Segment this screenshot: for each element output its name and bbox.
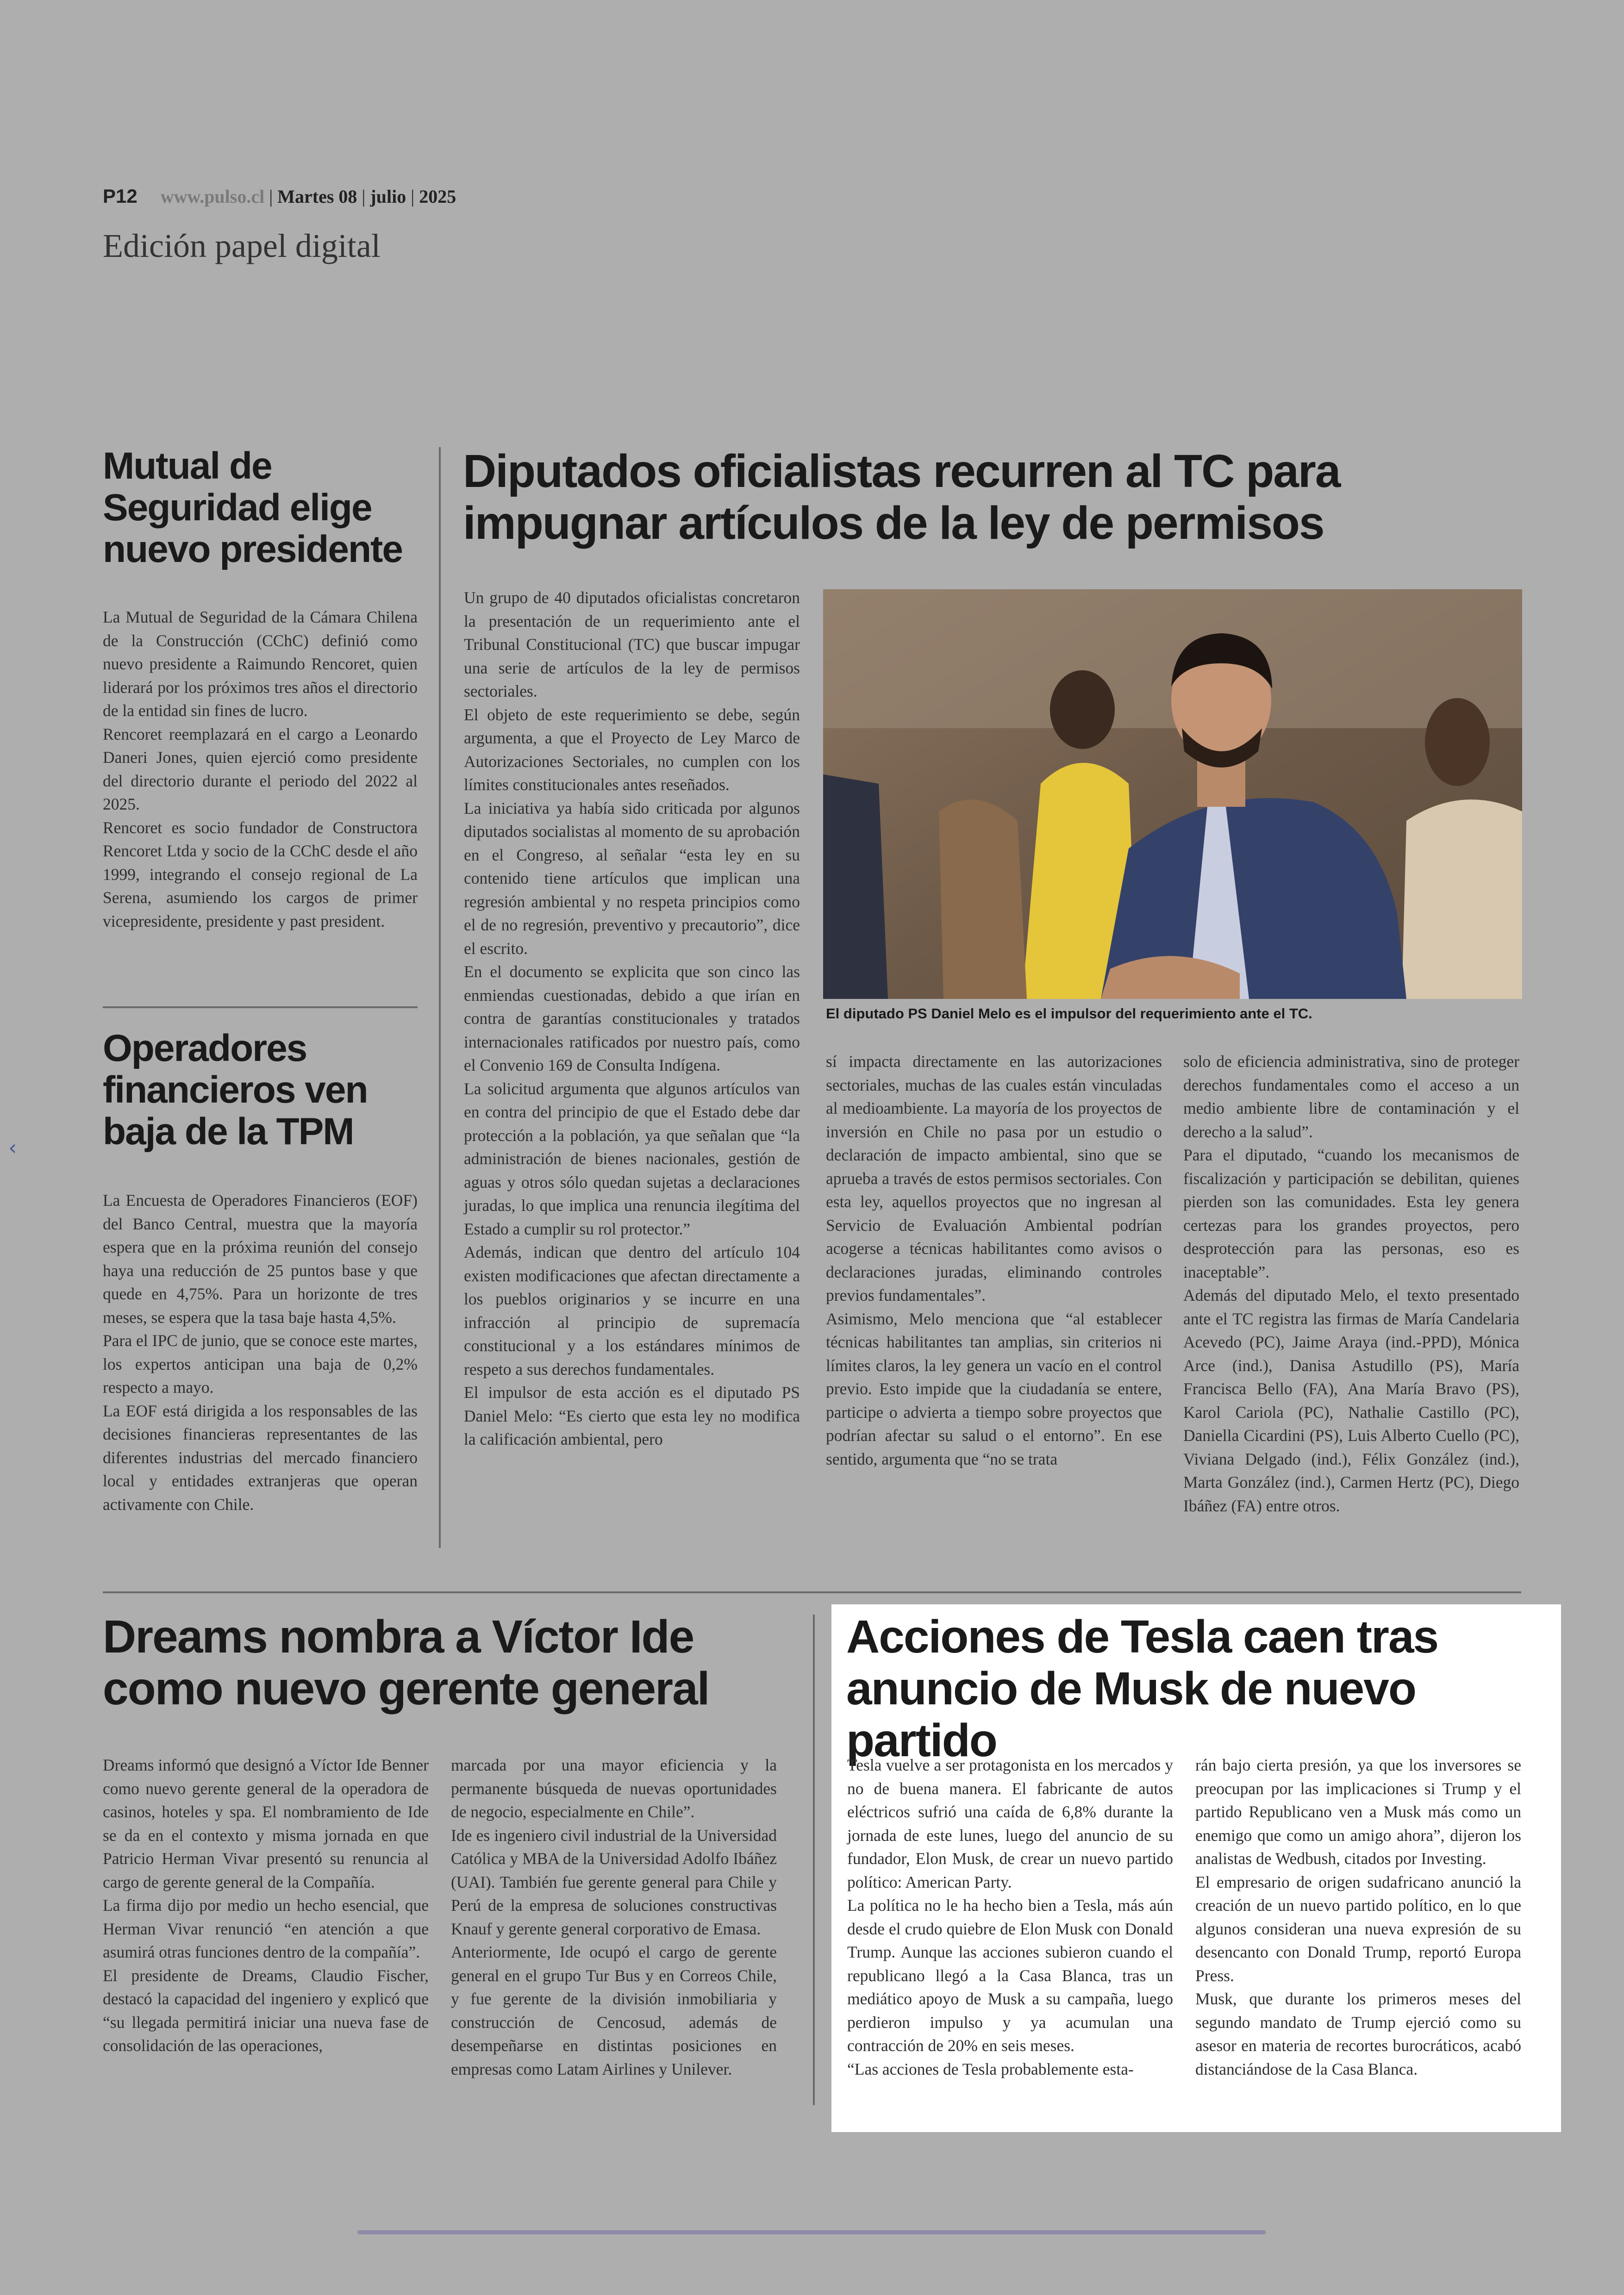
paragraph: El objeto de este requerimiento se debe, según argumenta, a que el Proyecto de Ley Marco de Autorizaciones Sectoriales, no cumplen con los límites constitucionales antes reseñados. [464, 705, 800, 794]
section-divider [103, 1006, 418, 1008]
paragraph: La política no le ha hecho bien a Tesla, más aún desde el crudo quiebre de Elon Musk con Donald Trump. Aunque las acciones subieron cuando el republicano llegó a la Casa Blanca, tras un mediático apoyo de Musk a su campaña, luego perdieron impulso y ya acumulan una contracción de 20% en seis meses. [847, 1896, 1173, 2055]
photo-caption: El diputado PS Daniel Melo es el impulsor del requerimiento ante el TC. [826, 1005, 1312, 1022]
paragraph: solo de eficiencia administrativa, sino de proteger derechos fundamentales como el acceso a un medio ambiente libre de contaminación y el derecho a la salud”. [1183, 1052, 1519, 1141]
paragraph: Para el IPC de junio, que se conoce este martes, los expertos anticipan una baja de 0,2% respecto a mayo. [103, 1331, 418, 1397]
paragraph: La solicitud argumenta que algunos artículos van en contra del principio de que el Estado debe dar protección a la población, ya que señalan que “la administración de bienes nacionales, gestión de aguas y otros sólo quedan sujetas a declaraciones juradas, lo que implica una renuncia ilegítima del Estado a cumplir su rol protector.” [464, 1079, 800, 1238]
paragraph: sí impacta directamente en las autorizaciones sectoriales, muchas de las cuales están vinculadas al medioambiente. La mayoría de los proyectos de inversión en Chile no pasa por un estudio o declaración de impacto ambiental, sino que se aprueba a través de estos permisos sectoriales. Con esta ley, aquellos proyectos que no ingresan al Servicio de Evaluación Ambiental podrían acogerse a técnicas habilitantes como avisos o declaraciones juradas, eliminando controles previos fundamentales”. [826, 1052, 1162, 1304]
paragraph: rán bajo cierta presión, ya que los inversores se preocupan por las implicaciones si Trump y el partido Republicano ven a Musk más como un enemigo que como un amigo ahora”, dijeron los analistas de Wedbush, citados por Investing. [1195, 1756, 1521, 1868]
deputy-photo [823, 589, 1522, 999]
paragraph: El presidente de Dreams, Claudio Fischer, destacó la capacidad del ingeniero y explicó que “su llegada permitirá iniciar una nueva fase de consolidación de las operaciones, [103, 1966, 429, 2055]
date-year: 2025 [419, 186, 456, 207]
paragraph: La Encuesta de Operadores Financieros (EOF) del Banco Central, muestra que la mayoría espera que en la próxima reunión del consejo haya una reducción de 25 puntos base y que quede en 4,75%. Para un horizonte de tres meses, se espera que la tasa baje hasta 4,5%. [103, 1191, 418, 1327]
masthead: P12 www.pulso.cl | Martes 08 | julio | 2025 [103, 185, 456, 207]
paragraph: Un grupo de 40 diputados oficialistas concretaron la presentación de un requerimiento ante el Tribunal Constitucional (TC) que buscar impugar una serie de artículos de la ley de permisos sectoriales. [464, 588, 800, 700]
paragraph: Además del diputado Melo, el texto presentado ante el TC registra las firmas de María Candelaria Acevedo (PC), Jaime Araya (ind.-PPD), Mónica Arce (ind.), Danisa Astudillo (PS), María Francisca Bello (FA), Ana María Bravo (PS), Karol Cariola (PC), Nathalie Castillo (PC), Daniella Cicardini (PS), Luis Alberto Cuello (PC), Viviana Delgado (ind.), Félix González (ind.), Marta González (ind.), Carmen Hertz (PC), Diego Ibáñez (FA) entre otros. [1183, 1286, 1519, 1515]
paragraph: Tesla vuelve a ser protagonista en los mercados y no de buena manera. El fabricante de autos eléctricos sufrió una caída de 6,8% durante la jornada de este lunes, luego del anuncio de su fundador, Elon Musk, de crear un nuevo partido político: American Party. [847, 1756, 1173, 1891]
paragraph: La Mutual de Seguridad de la Cámara Chilena de la Construcción (CChC) definió como nuevo presidente a Raimundo Rencoret, quien liderará por los próximos tres años el directorio de la entidad sin fines de lucro. [103, 608, 418, 720]
tesla-headline: Acciones de Tesla caen tras anuncio de Musk de nuevo partido [846, 1611, 1438, 1766]
section-divider [103, 1591, 1521, 1593]
column-divider [813, 1615, 815, 2105]
date-day: Martes 08 [277, 186, 357, 207]
previous-page-arrow-icon[interactable]: ‹ [8, 1135, 17, 1160]
paragraph: La EOF está dirigida a los responsables de las decisiones financieras representantes de las diferentes industrias del mercado financiero local y entidades extranjeras que operan activamente con Chile. [103, 1401, 418, 1514]
diputados-col2 [826, 1050, 1162, 1471]
paragraph: El impulsor de esta acción es el diputado PS Daniel Melo: “Es cierto que esta ley no modifica la calificación ambiental, pero [464, 1383, 800, 1448]
paragraph: Rencoret reemplazará en el cargo a Leonardo Daneri Jones, quien ejerció como presidente del directorio durante el periodo del 2022 al 2025. [103, 724, 418, 813]
diputados-headline: Diputados oficialistas recurren al TC para impugnar artículos de la ley de permisos [463, 445, 1340, 549]
operadores-headline: Operadores financieros ven baja de la TPM [103, 1027, 368, 1153]
diputados-col3 [1183, 1050, 1519, 1517]
paragraph: “Las acciones de Tesla probablemente esta- [847, 2059, 1134, 2078]
paragraph: Asimismo, Melo menciona que “al establecer técnicas habilitantes tan amplias, sin criterios ni límites claros, la ley genera un vacío en el control previo. Esto impide que la ciudadanía se entere, participe o advierta a tiempo sobre proyectos que podrían afectar su salud o el entorno”. En ese sentido, argumenta que “no se trata [826, 1309, 1162, 1468]
paragraph: Para el diputado, “cuando los mecanismos de fiscalización y participación se debilitan, quienes pierden son las comunidades. Esta ley genera certezas para los grandes proyectos, pero desprotección para las personas, eso es inaceptable”. [1183, 1146, 1519, 1281]
column-divider [439, 447, 441, 1548]
paragraph: El empresario de origen sudafricano anunció la creación de un nuevo partido político, en lo que algunos consideran una nueva expresión de su desencanto con Donald Trump, reportó Europa Press. [1195, 1872, 1521, 1985]
paragraph: Dreams informó que designó a Víctor Ide Benner como nuevo gerente general de la operadora de casinos, hoteles y spa. El nombramiento de Ide se da en el contexto y misma jornada en que Patricio Herman Vivar presentó su renuncia al cargo de gerente general de la Compañía. [103, 1756, 429, 1891]
page-number: P12 [103, 185, 137, 207]
deputy-photo-illustration [823, 589, 1522, 999]
mutual-body [103, 605, 418, 933]
paragraph: Rencoret es socio fundador de Constructora Rencoret Ltda y socio de la CChC desde el año 1999, integrando el consejo regional de La Serena, asumiendo los cargos de primer vicepresidente, presidente y past president. [103, 818, 418, 930]
paragraph: Anteriormente, Ide ocupó el cargo de gerente general en el grupo Tur Bus y en Correos Chile, y fue gerente de la división inmobiliaria y construcción de Cencosud, además de desempeñarse en distintas posiciones en empresas como Latam Airlines y Unilever. [451, 1943, 777, 2078]
tesla-col1 [847, 1753, 1173, 2081]
dreams-col1 [103, 1753, 429, 2058]
dreams-headline: Dreams nombra a Víctor Ide como nuevo gerente general [103, 1611, 709, 1715]
site-url[interactable]: www.pulso.cl [160, 186, 265, 207]
paragraph: Ide es ingeniero civil industrial de la Universidad Católica y MBA de la Universidad Adolfo Ibáñez (UAI). También fue gerente general para Chile y Perú de la empresa de soluciones constructivas Knauf y gerente general corporativo de Emasa. [451, 1826, 777, 1938]
paragraph: marcada por una mayor eficiencia y la permanente búsqueda de nuevas oportunidades de negocio, especialmente en Chile”. [451, 1756, 777, 1821]
dreams-col2 [451, 1753, 777, 2081]
paragraph: La iniciativa ya había sido criticada por algunos diputados socialistas al momento de su aprobación en el Congreso, al señalar “esta ley en su contenido tiene artículos que implican una regresión ambiental y no respeta principios como el de no regresión, preventivo y precautorio”, dice el escrito. [464, 798, 800, 958]
date-month: julio [370, 186, 406, 207]
diputados-col1 [464, 586, 800, 1451]
mutual-headline: Mutual de Seguridad elige nuevo presidente [103, 445, 402, 570]
paragraph: En el documento se explicita que son cinco las enmiendas cuestionadas, debido a que irían en contra de garantías constitucionales y tratados internacionales ratificados por nuestro país, como el Convenio 169 de Consulta Indígena. [464, 962, 800, 1074]
page-scrollbar[interactable] [357, 2230, 1266, 2234]
operadores-body [103, 1189, 418, 1516]
paragraph: La firma dijo por medio un hecho esencial, que Herman Vivar renunció “en atención a que asumirá otras funciones dentro de la compañía”. [103, 1896, 429, 1961]
paragraph: Musk, que durante los primeros meses del segundo mandato de Trump ejerció como su asesor en materia de recortes burocráticos, acabó distanciándose de la Casa Blanca. [1195, 1989, 1521, 2078]
paragraph: Además, indican que dentro del artículo 104 existen modificaciones que afectan directamente a los pueblos originarios y se incurre en una infracción al principio de supremacía constitucional y a los estándares mínimos de respeto a sus derechos fundamentales. [464, 1243, 800, 1378]
tesla-col2 [1195, 1753, 1521, 2081]
edition-label: Edición papel digital [103, 227, 381, 264]
